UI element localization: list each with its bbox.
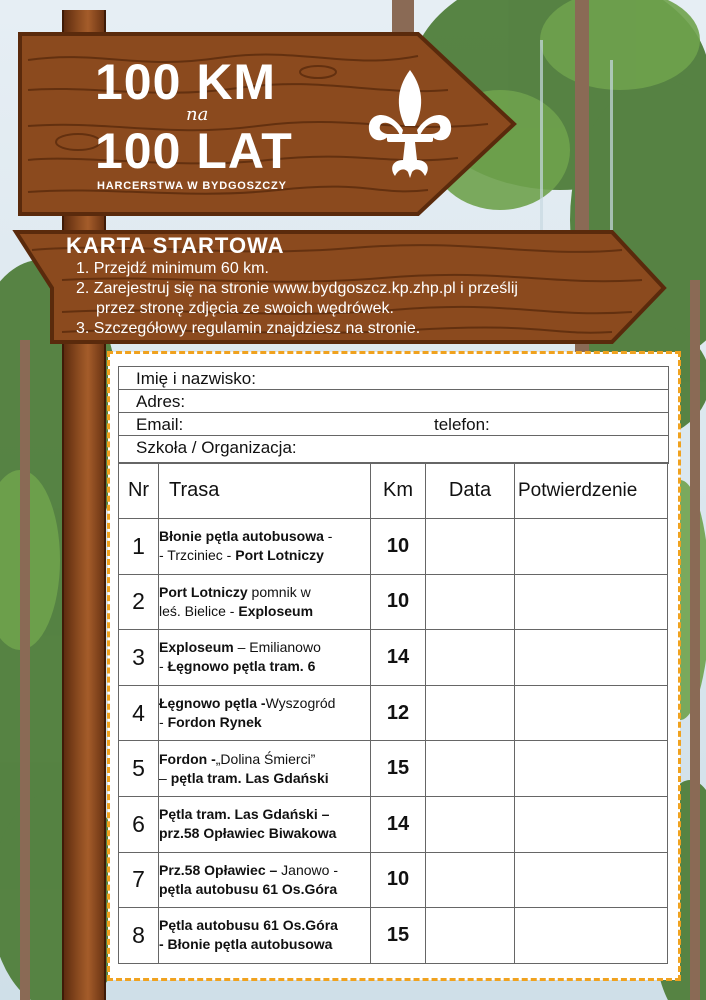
- address-label: Adres:: [136, 392, 186, 411]
- route-text: -: [323, 528, 333, 545]
- route-number: 1: [119, 519, 159, 575]
- route-line: [159, 935, 370, 954]
- route-text: Exploseum: [159, 639, 234, 656]
- route-text: Łęgnowo pętla -: [159, 695, 266, 712]
- table-row: [119, 574, 668, 630]
- confirmation-cell[interactable]: [515, 741, 668, 797]
- route-distance: 10: [371, 852, 426, 908]
- route-text: – Emilianowo: [233, 639, 321, 656]
- route-line: [159, 713, 370, 732]
- route-distance: 10: [371, 574, 426, 630]
- rule-2-continuation: przez stronę zdjęcia ze swoich wędrówek.: [96, 300, 394, 317]
- route-description: [159, 741, 371, 797]
- route-text: - Trzciniec -: [159, 547, 236, 564]
- table-row: [119, 685, 668, 741]
- route-description: [159, 519, 371, 575]
- route-text: -: [159, 658, 168, 675]
- route-text: Janowo -: [277, 861, 338, 878]
- school-field[interactable]: [119, 436, 668, 459]
- table-row: [119, 852, 668, 908]
- confirmation-cell[interactable]: [515, 685, 668, 741]
- route-line: [159, 583, 370, 602]
- route-text: pętla tram. Las Gdański: [170, 769, 329, 786]
- date-cell[interactable]: [426, 741, 515, 797]
- route-text: Fordon Rynek: [167, 714, 262, 731]
- rule-1: 1. Przejdź minimum 60 km.: [76, 260, 269, 277]
- header-date: Data: [426, 463, 515, 519]
- date-cell[interactable]: [426, 796, 515, 852]
- route-distance: 14: [371, 630, 426, 686]
- route-text: Exploseum: [238, 602, 314, 619]
- route-line: [159, 657, 370, 676]
- route-distance: 15: [371, 908, 426, 964]
- date-cell[interactable]: [426, 852, 515, 908]
- confirmation-cell[interactable]: [515, 630, 668, 686]
- routes-table: [118, 462, 668, 964]
- table-row: [119, 908, 668, 964]
- fleur-de-lis-icon: [365, 68, 455, 180]
- name-field[interactable]: [119, 367, 668, 390]
- date-cell[interactable]: [426, 630, 515, 686]
- table-row: [119, 519, 668, 575]
- route-number: 7: [119, 852, 159, 908]
- date-cell[interactable]: [426, 685, 515, 741]
- header-route: Trasa: [159, 463, 371, 519]
- route-distance: 14: [371, 796, 426, 852]
- route-line: [159, 824, 370, 843]
- date-cell[interactable]: [426, 574, 515, 630]
- route-text: Łęgnowo pętla tram. 6: [167, 658, 316, 675]
- confirmation-cell[interactable]: [515, 852, 668, 908]
- email-field[interactable]: [119, 413, 668, 436]
- date-cell[interactable]: [426, 519, 515, 575]
- rule-3: 3. Szczegółowy regulamin znajdziesz na stronie.: [76, 320, 421, 337]
- confirmation-cell[interactable]: [515, 796, 668, 852]
- header-confirmation: Potwierdzenie: [515, 463, 668, 519]
- route-line: [159, 546, 370, 565]
- route-text: Pętla tram. Las Gdański –: [159, 806, 330, 823]
- route-text: Prz.58 Opławiec –: [159, 861, 278, 878]
- route-line: [159, 527, 370, 546]
- route-line: [159, 638, 370, 657]
- route-text: „Dolina Śmierci”: [215, 750, 316, 767]
- confirmation-cell[interactable]: [515, 908, 668, 964]
- route-text: Port Lotniczy: [159, 583, 248, 600]
- table-row: [119, 741, 668, 797]
- address-field[interactable]: [119, 390, 668, 413]
- route-line: [159, 750, 370, 769]
- title-connector: na: [186, 104, 209, 125]
- participant-form: [118, 366, 669, 464]
- route-text: Pętla autobusu 61 Os.Góra: [159, 917, 338, 934]
- route-line: [159, 694, 370, 713]
- rule-2: 2. Zarejestruj się na stronie www.bydgoszcz.kp.zhp.pl i prześlij: [76, 280, 518, 297]
- route-line: [159, 769, 370, 788]
- email-label: Email:: [136, 415, 184, 434]
- title-subtitle: HARCERSTWA W BYDGOSZCZY: [97, 180, 287, 192]
- rules-list: [76, 259, 518, 339]
- route-text: Port Lotniczy: [235, 547, 324, 564]
- route-line: [159, 861, 370, 880]
- route-text: leś. Bielice -: [159, 602, 239, 619]
- title-line-1: 100 KM: [95, 54, 277, 110]
- table-header-row: [119, 463, 668, 519]
- table-row: [119, 796, 668, 852]
- route-number: 6: [119, 796, 159, 852]
- confirmation-cell[interactable]: [515, 574, 668, 630]
- route-text: –: [159, 769, 171, 786]
- route-number: 2: [119, 574, 159, 630]
- route-description: [159, 574, 371, 630]
- route-description: [159, 796, 371, 852]
- route-text: -: [159, 714, 168, 731]
- route-number: 3: [119, 630, 159, 686]
- route-number: 8: [119, 908, 159, 964]
- route-description: [159, 852, 371, 908]
- route-text: pomnik w: [247, 583, 311, 600]
- route-text: Błonie pętla autobusowa: [159, 528, 324, 545]
- confirmation-cell[interactable]: [515, 519, 668, 575]
- route-line: [159, 602, 370, 621]
- route-text: Wyszogród: [265, 695, 336, 712]
- route-distance: 12: [371, 685, 426, 741]
- route-distance: 15: [371, 741, 426, 797]
- route-number: 4: [119, 685, 159, 741]
- name-label: Imię i nazwisko:: [136, 369, 256, 388]
- route-text: Fordon -: [159, 750, 216, 767]
- route-number: 5: [119, 741, 159, 797]
- table-row: [119, 630, 668, 686]
- date-cell[interactable]: [426, 908, 515, 964]
- route-distance: 10: [371, 519, 426, 575]
- route-description: [159, 685, 371, 741]
- route-text: prz.58 Opławiec Biwakowa: [159, 825, 337, 842]
- header-km: Km: [371, 463, 426, 519]
- route-line: [159, 880, 370, 899]
- phone-label: telefon:: [434, 415, 490, 434]
- title-line-2: 100 LAT: [95, 123, 293, 179]
- route-line: [159, 805, 370, 824]
- route-description: [159, 630, 371, 686]
- route-text: - Błonie pętla autobusowa: [159, 936, 333, 953]
- school-label: Szkoła / Organizacja:: [136, 438, 297, 457]
- route-description: [159, 908, 371, 964]
- route-line: [159, 916, 370, 935]
- start-card-title: KARTA STARTOWA: [66, 233, 285, 258]
- header-nr: Nr: [119, 463, 159, 519]
- route-text: pętla autobusu 61 Os.Góra: [159, 880, 338, 897]
